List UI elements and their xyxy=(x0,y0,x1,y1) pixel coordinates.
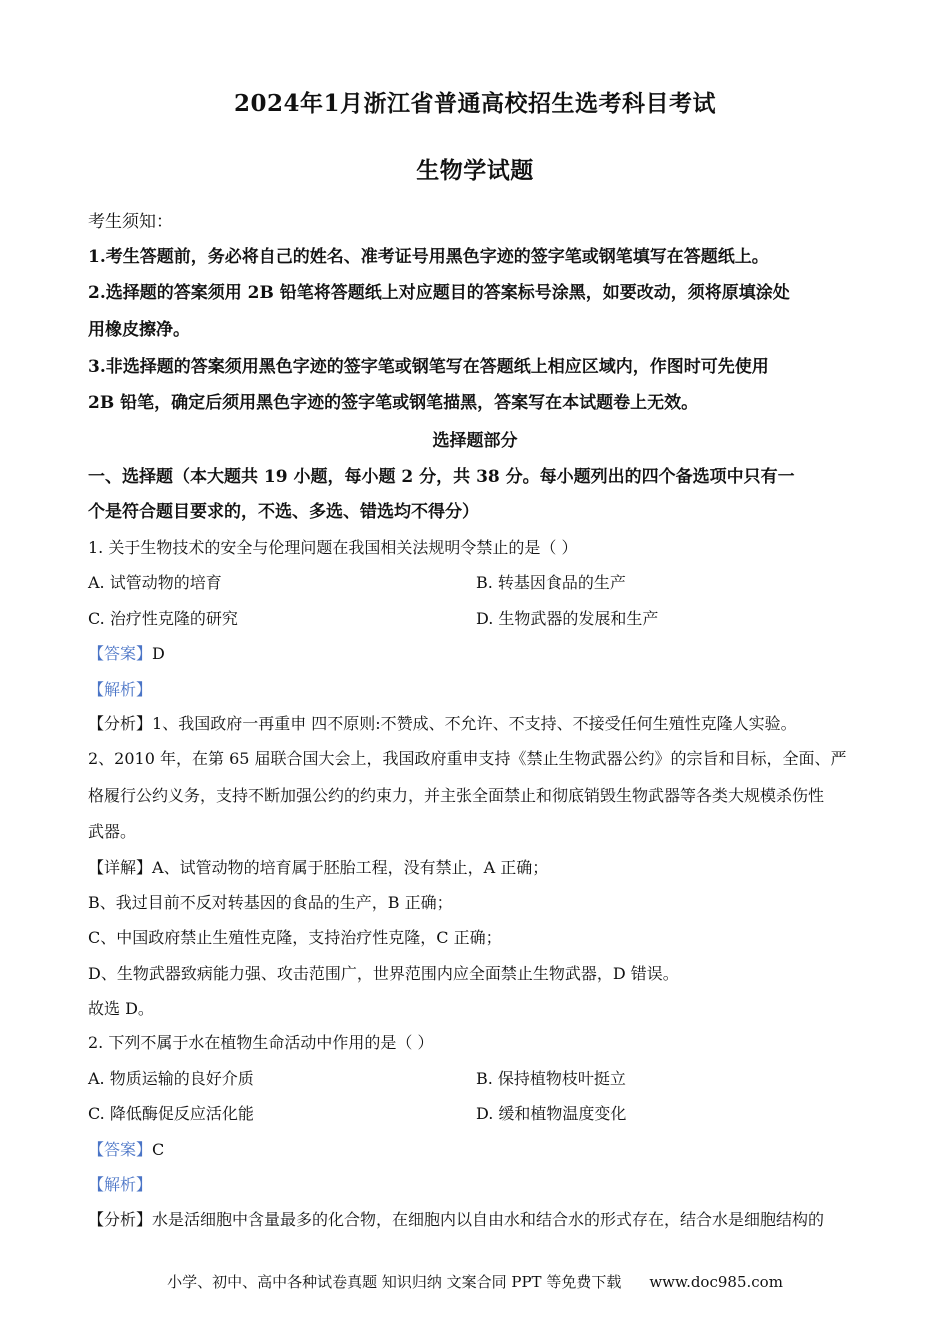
q1-detail-b: B、我过目前不反对转基因的食品的生产，B 正确； xyxy=(88,893,453,912)
q2-stem: 2. 下列不属于水在植物生命活动中作用的是（ ） xyxy=(88,1033,434,1052)
fenxi-text: 水是活细胞中含量最多的化合物，在细胞内以自由水和结合水的形式存在，结合水是细胞结构的 xyxy=(152,1210,825,1229)
q2-jiexi-label: 【解析】 xyxy=(88,1175,153,1194)
section-heading: 一、选择题（本大题共 19 小题，每小题 2 分，共 38 分。每小题列出的四个备选项中只有一 xyxy=(88,467,795,487)
q1-option-b: B. 转基因食品的生产 xyxy=(476,573,626,592)
q1-answer xyxy=(88,641,165,664)
q2-option-b: B. 保持植物枝叶挺立 xyxy=(476,1069,626,1088)
section-heading-cont: 个是符合题目要求的，不选、多选、错选均不得分） xyxy=(88,502,479,522)
q1-fenxi-2-end: 武器。 xyxy=(88,822,137,841)
footer-url[interactable]: www.doc985.com xyxy=(649,1273,783,1291)
notice-item-2: 2.选择题的答案须用 2B 铅笔将答题纸上对应题目的答案标号涂黑，如要改动，须将原填涂处 xyxy=(88,283,790,303)
q1-detail-c: C、中国政府禁止生殖性克隆，支持治疗性克隆，C 正确； xyxy=(88,928,502,947)
q1-jiexi-label: 【解析】 xyxy=(88,680,153,699)
q1-detail xyxy=(88,855,548,878)
detail-a: A、试管动物的培育属于胚胎工程，没有禁止，A 正确； xyxy=(152,858,549,877)
q1-fenxi-2: 2、2010 年，在第 65 届联合国大会上，我国政府重申支持《禁止生物武器公约》的宗旨和目标，全面、严 xyxy=(88,749,847,768)
notice-item-1: 1.考生答题前，务必将自己的姓名、准考证号用黑色字迹的签字笔或钢笔填写在答题纸上。 xyxy=(88,247,769,267)
notice-item-3-cont: 2B 铅笔，确定后须用黑色字迹的签字笔或钢笔描黑，答案写在本试题卷上无效。 xyxy=(88,393,699,413)
q2-answer xyxy=(88,1137,164,1160)
section-title: 选择题部分 xyxy=(432,431,518,451)
notice-item-3: 3.非选择题的答案须用黑色字迹的签字笔或钢笔写在答题纸上相应区域内，作图时可先使用 xyxy=(88,357,769,377)
q1-stem: 1. 关于生物技术的安全与伦理问题在我国相关法规明令禁止的是（ ） xyxy=(88,538,578,557)
q1-fenxi xyxy=(88,711,797,734)
q2-option-d: D. 缓和植物温度变化 xyxy=(476,1104,627,1123)
fenxi-text: 1、我国政府一再重申 四不原则:不赞成、不允许、不支持、不接受任何生殖性克隆人实验。 xyxy=(152,714,797,733)
q2-option-a: A. 物质运输的良好介质 xyxy=(88,1069,254,1088)
exam-subtitle: 生物学试题 xyxy=(416,157,534,184)
page-footer xyxy=(0,1271,950,1292)
answer-value: C xyxy=(152,1140,165,1159)
notice-item-2-cont: 用橡皮擦净。 xyxy=(88,320,190,340)
q1-option-d: D. 生物武器的发展和生产 xyxy=(476,609,659,628)
q1-option-c: C. 治疗性克隆的研究 xyxy=(88,609,238,628)
exam-title: 2024年1月浙江省普通高校招生选考科目考试 xyxy=(233,90,717,117)
answer-label: 【答案】 xyxy=(88,1140,153,1159)
q2-option-c: C. 降低酶促反应活化能 xyxy=(88,1104,254,1123)
q1-fenxi-2-cont: 格履行公约义务，支持不断加强公约的约束力，并主张全面禁止和彻底销毁生物武器等各类大规模杀伤性 xyxy=(88,786,825,805)
fenxi-label: 【分析】 xyxy=(88,1210,153,1229)
q1-option-a: A. 试管动物的培育 xyxy=(88,573,222,592)
q2-fenxi xyxy=(88,1207,824,1230)
notice-heading: 考生须知： xyxy=(88,212,173,232)
fenxi-label: 【分析】 xyxy=(88,714,153,733)
answer-label: 【答案】 xyxy=(88,644,153,663)
detail-label: 【详解】 xyxy=(88,858,153,877)
q1-detail-d: D、生物武器致病能力强、攻击范围广，世界范围内应全面禁止生物武器，D 错误。 xyxy=(88,964,679,983)
answer-value: D xyxy=(152,644,165,663)
footer-text: 小学、初中、高中各种试卷真题 知识归纳 文案合同 PPT 等免费下载 xyxy=(167,1273,622,1291)
q1-conclusion: 故选 D。 xyxy=(88,999,154,1018)
